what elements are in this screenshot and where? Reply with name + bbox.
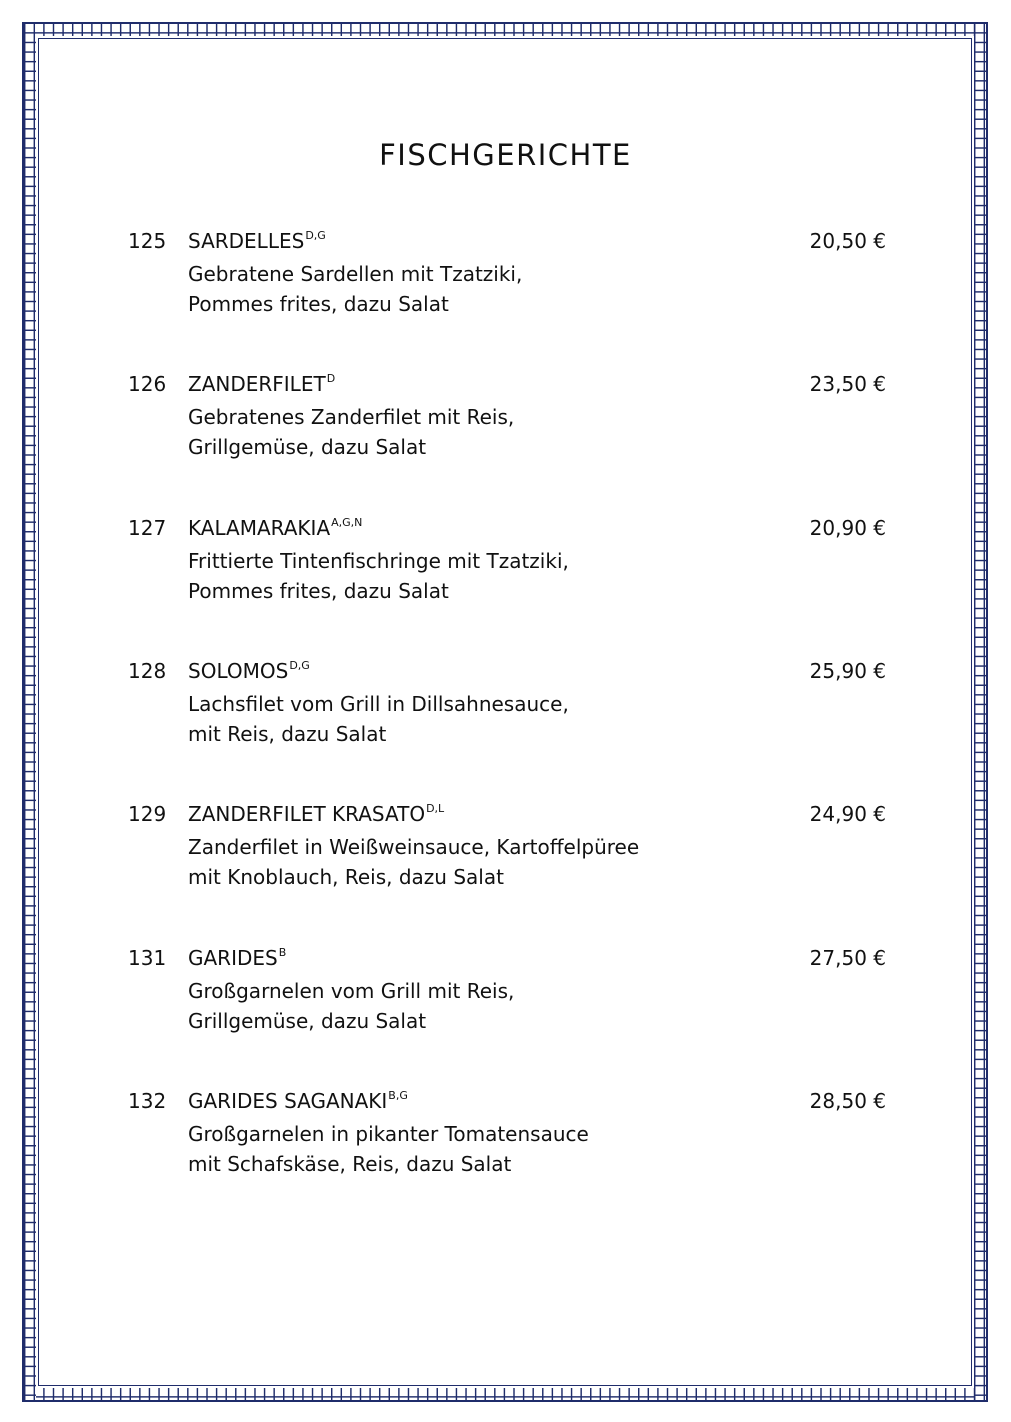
item-price: 20,90 € (809, 516, 886, 540)
item-price: 28,50 € (809, 1089, 886, 1113)
item-price: 23,50 € (809, 372, 886, 396)
item-name-wrap (188, 372, 335, 396)
menu-item (128, 802, 888, 912)
item-name: SOLOMOS (188, 659, 289, 683)
item-name-wrap (188, 802, 444, 826)
border-pattern-left (24, 24, 36, 1400)
item-description-line: Großgarnelen in pikanter Tomatensauce (188, 1122, 589, 1146)
allergen-codes: D,L (426, 802, 445, 815)
item-name: ZANDERFILET KRASATO (188, 802, 426, 826)
menu-item (128, 659, 888, 769)
border-pattern-top (24, 24, 986, 36)
item-price: 25,90 € (809, 659, 886, 683)
item-description-line: Grillgemüse, dazu Salat (188, 1009, 427, 1033)
item-number: 131 (128, 946, 167, 970)
item-number: 129 (128, 802, 167, 826)
item-description (188, 259, 522, 319)
item-price: 20,50 € (809, 229, 886, 253)
menu-item (128, 1089, 888, 1199)
menu-item (128, 946, 888, 1056)
item-number: 128 (128, 659, 167, 683)
item-name: ZANDERFILET (188, 372, 326, 396)
item-description (188, 976, 514, 1036)
menu-item (128, 516, 888, 626)
item-description (188, 402, 514, 462)
item-description-line: Gebratene Sardellen mit Tzatziki, (188, 262, 523, 286)
item-description-line: Lachsfilet vom Grill in Dillsahnesauce, (188, 692, 569, 716)
item-name-wrap (188, 229, 326, 253)
page-title: FISCHGERICHTE (379, 138, 632, 172)
item-name: SARDELLES (188, 229, 305, 253)
allergen-codes: A,G,N (331, 516, 363, 529)
item-description (188, 1119, 589, 1179)
item-name: GARIDES SAGANAKI (188, 1089, 388, 1113)
item-description-line: mit Knoblauch, Reis, dazu Salat (188, 865, 504, 889)
item-description-line: Grillgemüse, dazu Salat (188, 435, 427, 459)
item-description (188, 546, 569, 606)
allergen-codes: B,G (388, 1089, 408, 1102)
item-price: 24,90 € (809, 802, 886, 826)
allergen-codes: D,G (289, 659, 310, 672)
item-number: 127 (128, 516, 167, 540)
item-description-line: Pommes frites, dazu Salat (188, 292, 449, 316)
menu-item (128, 372, 888, 482)
item-name-wrap (188, 516, 362, 540)
item-description-line: Gebratenes Zanderfilet mit Reis, (188, 405, 515, 429)
item-name-wrap (188, 659, 310, 683)
item-description-line: mit Reis, dazu Salat (188, 722, 387, 746)
item-description (188, 832, 639, 892)
menu-item (128, 229, 888, 339)
item-price: 27,50 € (809, 946, 886, 970)
item-description-line: Zanderfilet in Weißweinsauce, Kartoffelpüree (188, 835, 640, 859)
item-description-line: Großgarnelen vom Grill mit Reis, (188, 979, 515, 1003)
item-description (188, 689, 569, 749)
item-number: 125 (128, 229, 167, 253)
item-name: GARIDES (188, 946, 278, 970)
border-pattern-right (974, 24, 986, 1400)
allergen-codes: D,G (305, 229, 326, 242)
item-number: 132 (128, 1089, 167, 1113)
item-description-line: Pommes frites, dazu Salat (188, 579, 449, 603)
item-number: 126 (128, 372, 167, 396)
item-name-wrap (188, 946, 286, 970)
item-name: KALAMARAKIA (188, 516, 331, 540)
item-description-line: Frittierte Tintenfischringe mit Tzatziki, (188, 549, 569, 573)
item-name-wrap (188, 1089, 408, 1113)
allergen-codes: B (278, 946, 287, 959)
item-description-line: mit Schafskäse, Reis, dazu Salat (188, 1152, 512, 1176)
allergen-codes: D (326, 372, 336, 385)
border-pattern-bottom (24, 1388, 986, 1400)
